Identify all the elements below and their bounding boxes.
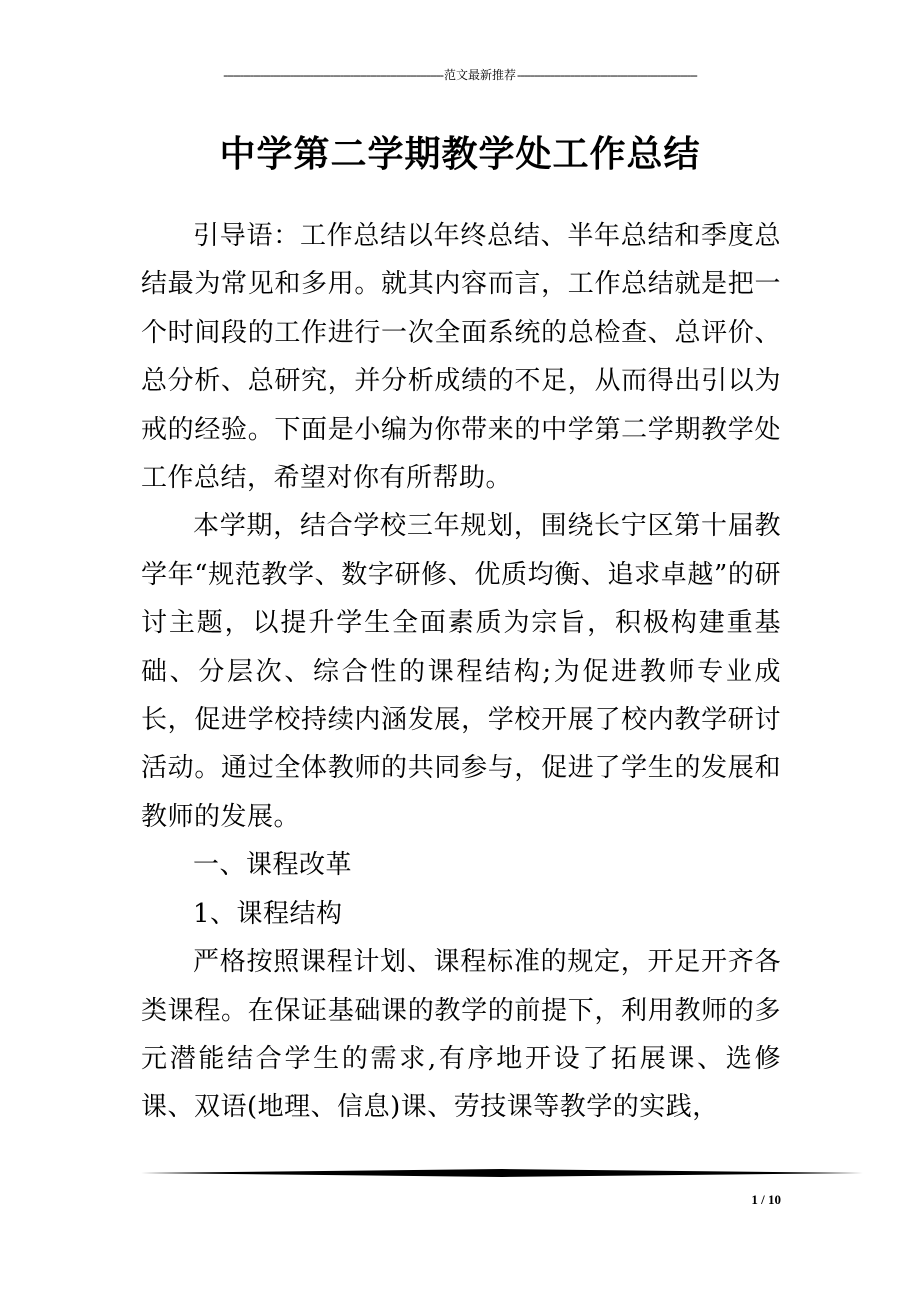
page-number: 1 / 10 [751, 1192, 781, 1207]
header-dashes-left: ------------------------------------------------------------------ [223, 67, 443, 82]
document-body [141, 212, 781, 1132]
section-heading: 一、课程改革 [193, 850, 353, 881]
body-paragraph: 严格按照课程计划、课程标准的规定，开足开齐各类课程。在保证基础课的教学的前提下，利用教师的多元潜能结合学生的需求,有序地开设了拓展课、选修课、双语(地理、信息)课、劳技课等教学的实践， [141, 947, 781, 1123]
subsection-heading: 1、课程结构 [193, 898, 343, 929]
header-dashes-right: ------------------------------------------------------ [516, 67, 697, 82]
document-title: 中学第二学期教学处工作总结 [219, 133, 701, 175]
intro-paragraph: 引导语：工作总结以年终总结、半年总结和季度总结最为常见和多用。就其内容而言，工作总结就是把一个时间段的工作进行一次全面系统的总检查、总评价、总分析、总研究，并分析成绩的不足，从而得出引以为戒的经验。下面是小编为你带来的中学第二学期教学处工作总结，希望对你有所帮助。 [141, 221, 781, 494]
page-header [0, 66, 920, 84]
footer-divider [141, 1168, 863, 1178]
body-paragraph: 本学期，结合学校三年规划，围绕长宁区第十届教学年“规范教学、数字研修、优质均衡、追求卓越”的研讨主题，以提升学生全面素质为宗旨，积极构建重基础、分层次、综合性的课程结构;为促进教师专业成长，促进学校持续内涵发展，学校开展了校内教学研讨活动。通过全体教师的共同参与，促进了学生的发展和教师的发展。 [141, 511, 781, 832]
header-label: 范文最新推荐 [443, 68, 516, 82]
